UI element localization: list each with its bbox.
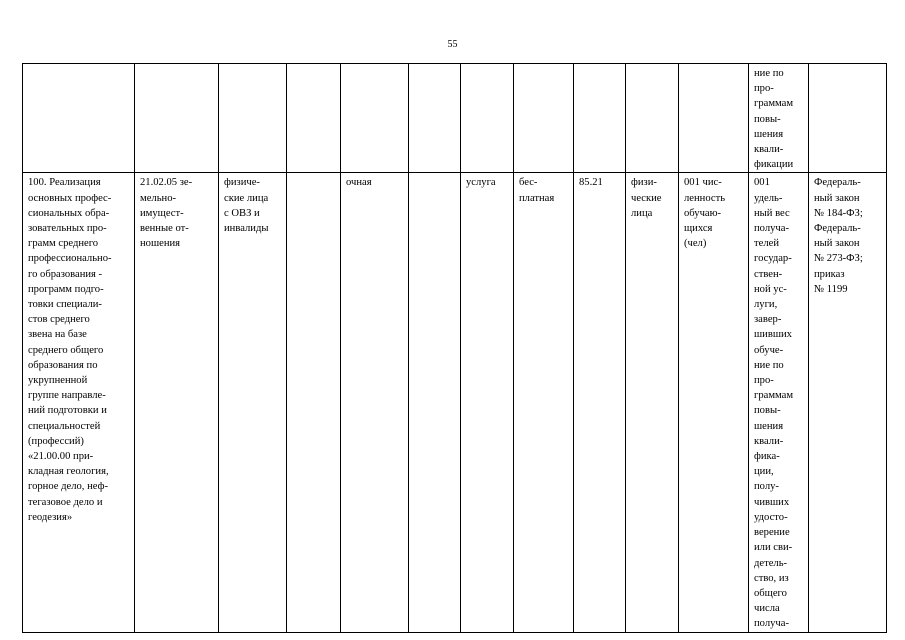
recipient-category-cell: физиче- ские лица с ОВЗ и инвалиды bbox=[219, 173, 287, 632]
table-cell bbox=[514, 64, 574, 173]
table-cell bbox=[461, 64, 514, 173]
specialty-code-cell: 21.02.05 зе- мельно- имущест- венные от- ношения bbox=[135, 173, 219, 632]
volume-indicator-cell: 001 чис- ленность обучаю- щихся (чел) bbox=[679, 173, 749, 632]
table-cell bbox=[809, 64, 887, 173]
consumers-cell: физи- ческие лица bbox=[626, 173, 679, 632]
table-cell bbox=[409, 173, 461, 632]
service-description-cell: 100. Реализация основных профес- сиональных обра- зовательных про- грамм среднего профессионально- го образования - программ подго- товки специали- стов среднего звена на базе среднего общего образования по укрупненной группе направле- ний подготовки и специальностей (профессий) «21.00.00 при- кладная геология, горное дело, неф- тегазовое дело и геодезия» bbox=[23, 173, 135, 632]
table-cell: ние по про- граммам повы- шения квали- фикации bbox=[749, 64, 809, 173]
table-cell bbox=[574, 64, 626, 173]
okved-code-cell: 85.21 bbox=[574, 173, 626, 632]
table-row-service-100 bbox=[23, 173, 887, 632]
table-cell bbox=[287, 173, 341, 632]
quality-indicator-cell: 001 удель- ный вес получа- телей государ- ствен- ной ус- луги, завер- шивших обуче- ние по про- граммам повы- шения квали- фика- ции, полу- чивших удосто- верение или сви- детель- ство, из общего числа получа- bbox=[749, 173, 809, 632]
table-cell bbox=[135, 64, 219, 173]
table-row-continuation bbox=[23, 64, 887, 173]
study-form-cell: очная bbox=[341, 173, 409, 632]
table-cell bbox=[219, 64, 287, 173]
service-type-cell: услуга bbox=[461, 173, 514, 632]
table-cell bbox=[679, 64, 749, 173]
table-cell bbox=[23, 64, 135, 173]
table-cell bbox=[409, 64, 461, 173]
table-cell bbox=[287, 64, 341, 173]
page-number: 55 bbox=[447, 39, 458, 50]
payment-type-cell: бес- платная bbox=[514, 173, 574, 632]
table-cell bbox=[341, 64, 409, 173]
services-table bbox=[22, 63, 887, 633]
table-cell bbox=[626, 64, 679, 173]
legal-basis-cell: Федераль- ный закон № 184-ФЗ; Федераль- ный закон № 273-ФЗ; приказ № 1199 bbox=[809, 173, 887, 632]
